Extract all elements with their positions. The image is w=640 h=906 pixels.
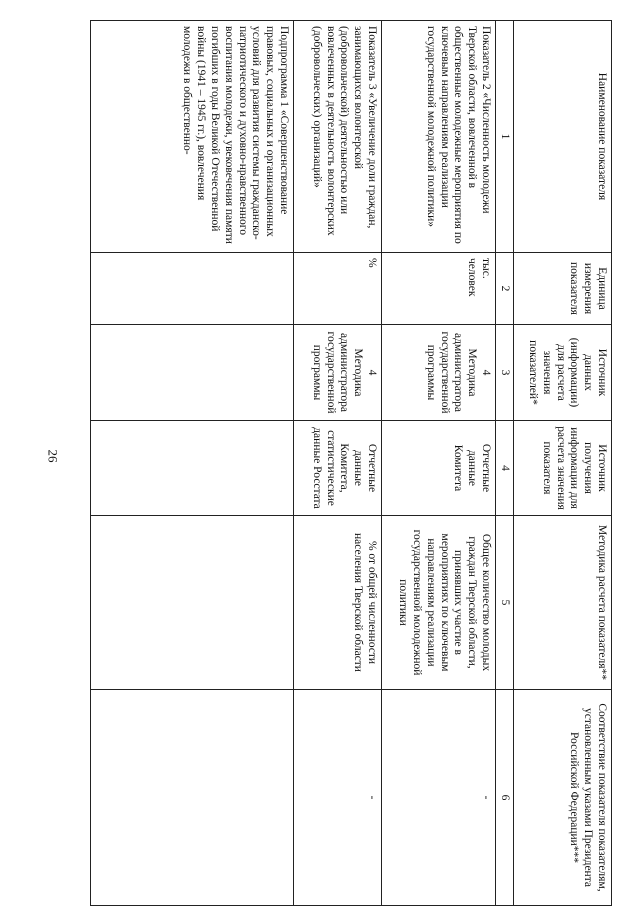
- data-source-text: Методика администратора государственной программы: [310, 331, 365, 414]
- table-row: [382, 21, 496, 906]
- header-indicator-name: Наименование показателя: [514, 21, 612, 253]
- indicator-name: Показатель 2 «Численность молодежи Тверской области, вовлеченной в общественные молодежные мероприятия по ключевым направлениям реализации государственной молодежной политики»: [382, 21, 496, 253]
- column-number: 4: [496, 421, 514, 516]
- indicator-unit: %: [294, 253, 382, 325]
- header-info-source: Источник получения информации для расчета значения показателя: [514, 421, 612, 516]
- indicator-unit: тыс. человек: [382, 253, 496, 325]
- header-method: Методика расчета показателя**: [514, 516, 612, 690]
- indicator-compliance: -: [294, 690, 382, 906]
- column-number: 5: [496, 516, 514, 690]
- rotated-table-container: [90, 20, 612, 905]
- table-row: [91, 21, 294, 906]
- indicator-data-source: [382, 325, 496, 421]
- indicator-info-source: [91, 421, 294, 516]
- column-number-row: [496, 21, 514, 906]
- subprogram-name: Подпрограмма 1 «Совершенствование правовых, социальных и организационных условий для развития системы гражданско-патриотического и духовно-нравственного воспитания молодежи, увековечения памяти погибших в годы Великой Отечественной войны (1941 – 1945 гг.), вовлечения молодежи в общественно-: [91, 21, 294, 253]
- indicator-data-source: [91, 325, 294, 421]
- indicator-method: Общее количество молодых граждан Тверской области, принявших участие в мероприятиях по ключевым направлениям реализации государственной молодежной политики: [382, 516, 496, 690]
- column-number: 1: [496, 21, 514, 253]
- indicator-compliance: [91, 690, 294, 906]
- indicator-name: Показатель 3 «Увеличение доли граждан, занимающихся волонтерской (добровольческой) деятельностью или вовлеченных в деятельность волонтерских (добровольческих) организаций»: [294, 21, 382, 253]
- header-data-source: Источник данных (информации) для расчета значения показателей*: [514, 325, 612, 421]
- header-compliance: Соответствие показателя показателям, установленным указами Президента Российской Федерации***: [514, 690, 612, 906]
- indicators-table: [90, 20, 612, 906]
- header-row: [514, 21, 612, 906]
- indicator-info-source: Отчетные данные Комитета: [382, 421, 496, 516]
- indicator-method: % от общей численности населения Тверской области: [294, 516, 382, 690]
- indicator-unit: [91, 253, 294, 325]
- page-number: 26: [45, 449, 61, 463]
- table-row: [294, 21, 382, 906]
- indicator-compliance: -: [382, 690, 496, 906]
- header-unit: Единица измерения показателя: [514, 253, 612, 325]
- column-number: 2: [496, 253, 514, 325]
- indicator-info-source: Отчетные данные Комитета, статистические данные Росстата: [294, 421, 382, 516]
- column-number: 6: [496, 690, 514, 906]
- column-number: 3: [496, 325, 514, 421]
- data-source-code: 4: [480, 369, 492, 376]
- data-source-text: Методика администратора государственной программы: [424, 331, 479, 414]
- indicator-method: [91, 516, 294, 690]
- indicator-data-source: [294, 325, 382, 421]
- data-source-code: 4: [366, 369, 378, 376]
